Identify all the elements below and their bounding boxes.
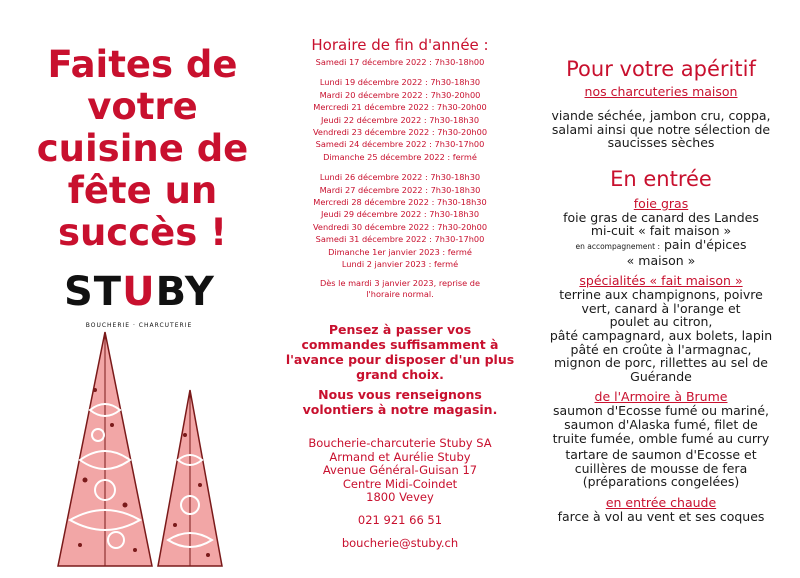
hours-line: Lundi 2 janvier 2023 : fermé xyxy=(341,259,459,270)
aperitif-title: Pour votre apéritif xyxy=(566,57,756,81)
hours-group xyxy=(285,171,515,270)
hours-line: Vendredi 30 décembre 2022 : 7h30-20h00 xyxy=(312,221,488,232)
menu-section xyxy=(530,56,792,523)
christmas-trees-illustration xyxy=(50,330,230,570)
foie-gras-subtitle: foie gras xyxy=(633,195,689,211)
contact-line: Armand et Aurélie Stuby xyxy=(329,449,471,464)
hours-line: Vendredi 23 décembre 2022 : 7h30-20h00 xyxy=(312,127,488,138)
promo-section xyxy=(285,322,515,417)
aperitif-subtitle: nos charcuteries maison xyxy=(584,84,738,99)
entree-chaude-subtitle: en entrée chaude xyxy=(605,494,717,510)
hours-line: Samedi 17 décembre 2022 : 7h30-18h00 xyxy=(315,57,485,67)
hours-section xyxy=(285,36,515,300)
promo-order-text: Pensez à passer vos commandes suffisamment à l'avance pour disposer d'un plus grand choix. xyxy=(285,322,515,382)
aperitif-text: viande séchée, jambon cru, coppa, salami ainsi que notre sélection de saucisses sèches xyxy=(551,108,771,151)
tartare-text: tartare de saumon d'Ecosse et cuillères de mousse de fera (préparations congelées) xyxy=(565,447,757,490)
hours-line: Dimanche 1er janvier 2023 : fermé xyxy=(328,246,472,257)
logo-tagline: BOUCHERIE · CHARCUTERIE xyxy=(85,322,193,329)
hours-line: Samedi 24 décembre 2022 : 7h30-17h00 xyxy=(315,139,485,150)
contact-phone: 021 921 66 51 xyxy=(357,512,443,527)
logo-word: STUBY xyxy=(64,269,215,315)
headline-line: fête un xyxy=(67,169,218,212)
hours-line: Mercredi 21 décembre 2022 : 7h30-20h00 xyxy=(313,102,487,113)
headline-line: cuisine de xyxy=(36,127,249,170)
hours-group xyxy=(285,56,515,68)
contact-line: Centre Midi-Coindet xyxy=(342,476,458,491)
armoire-subtitle: de l'Armoire à Brume xyxy=(594,389,728,405)
headline-line: succès ! xyxy=(57,211,228,254)
hours-line: Mardi 27 décembre 2022 : 7h30-18h30 xyxy=(319,184,481,195)
contact-line: Boucherie-charcuterie Stuby SA xyxy=(308,436,492,450)
entree-chaude-text: farce à vol au vent et ses coques xyxy=(557,508,765,524)
specialites-text: terrine aux champignons, poivre vert, canard à l'orange et poulet au citron, pâté campagnard, aux bolets, lapin pâté en croûte à l'armagnac, mignon de porc, rillettes au sel de Guérande xyxy=(549,287,773,384)
hours-line: Mardi 20 décembre 2022 : 7h30-20h00 xyxy=(319,89,481,100)
headline xyxy=(20,44,265,254)
hours-group xyxy=(285,76,515,163)
specialites-subtitle: spécialités « fait maison » xyxy=(579,273,743,289)
hours-line: Lundi 19 décembre 2022 : 7h30-18h30 xyxy=(319,77,481,88)
hours-line: Samedi 31 décembre 2022 : 7h30-17h00 xyxy=(315,234,485,245)
hours-line: Jeudi 29 décembre 2022 : 7h30-18h30 xyxy=(320,209,480,220)
armoire-text: saumon d'Ecosse fumé ou mariné, saumon d'Alaska fumé, filet de truite fumée, omble fumé au curry xyxy=(552,403,770,446)
contact-section xyxy=(285,437,515,550)
hours-line: Lundi 26 décembre 2022 : 7h30-18h30 xyxy=(319,172,481,183)
hours-line: Jeudi 22 décembre 2022 : 7h30-18h30 xyxy=(320,114,480,125)
contact-line: 1800 Vevey xyxy=(366,490,434,505)
hours-line: Mercredi 28 décembre 2022 : 7h30-18h30 xyxy=(313,197,487,208)
contact-line: Avenue Général-Guisan 17 xyxy=(322,463,478,478)
stuby-logo xyxy=(64,270,214,329)
contact-email: boucherie@stuby.ch xyxy=(341,535,459,550)
headline-line: Faites de xyxy=(47,43,238,86)
hours-title: Horaire de fin d'année : xyxy=(311,36,489,54)
foie-gras-text: foie gras de canard des Landes mi-cuit « fait maison » en accompagnement : pain d'épices « maison » xyxy=(563,209,759,268)
entree-title: En entrée xyxy=(610,166,712,191)
hours-line: Dimanche 25 décembre 2022 : fermé xyxy=(323,151,477,162)
promo-info-text: Nous vous renseignons volontiers à notre magasin. xyxy=(302,387,498,417)
hours-note: Dès le mardi 3 janvier 2023, reprise de l'horaire normal. xyxy=(319,277,481,299)
headline-line: votre xyxy=(87,85,198,128)
